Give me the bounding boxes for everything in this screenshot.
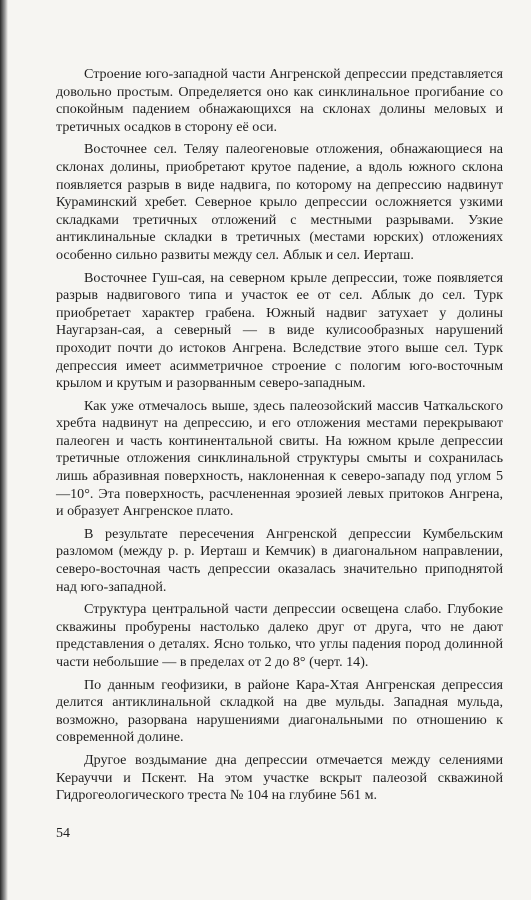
- paragraph-5: В результате пересечения Ангренской депрессии Кумбельским разломом (между р. р. Иерташ и Кемчик) в диагональном направлении, северо-восточная часть депрессии оказалась значительно приподнятой над юго-западной.: [56, 525, 503, 595]
- paragraph-6: Структура центральной части депрессии освещена слабо. Глубокие скважины пробурены настолько далеко друг от друга, что не дают представления о деталях. Ясно только, что углы падения пород долинной части небольшие — в пределах от 2 до 8° (черт. 14).: [56, 601, 503, 670]
- paragraph-2: Восточнее сел. Теляу палеогеновые отложения, обнажающиеся на склонах долины, приобретают крутое падение, а вдоль южного склона появляется разрыв в виде надвига, по которому на депрессию надвинут Кураминский хребет. Северное крыло депрессии осложняется узкими складками третичных отложений с местными разрывами. Узкие антиклинальные складки в третичных (местами юрских) отложениях особенно сильно развиты между сел. Аблык и сел. Иерташ.: [56, 141, 503, 263]
- paragraph-1: Строение юго-западной части Ангренской депрессии представляется довольно простым. Определяется оно как синклинальное прогибание со спокойным падением обнажающихся на склонах долины меловых и третичных осадков в сторону её оси.: [56, 66, 503, 135]
- paragraph-3: Восточнее Гуш-сая, на северном крыле депрессии, тоже появляется разрыв надвигового типа и участок ее от сел. Аблык до сел. Турк приобретает характер грабена. Южный надвиг затухает у долины Наугарзан-сая, а северный — в виде кулисообразных нарушений проходит почти до истоков Ангрена. Вследствие этого выше сел. Турк депрессия имеет асимметричное строение с пологим юго-восточным крылом и крутым и разорванным северо-западным.: [56, 269, 503, 392]
- paragraph-8: Другое воздымание дна депрессии отмечается между селениями Керауччи и Пскент. На этом участке вскрыт палеозой скважиной Гидрогеологического треста № 104 на глубине 561 м.: [56, 751, 503, 804]
- text-body: [56, 66, 503, 805]
- page-number: 54: [56, 826, 70, 841]
- paragraph-4: Как уже отмечалось выше, здесь палеозойский массив Чаткальского хребта надвинут на депрессию, и его отложения местами перекрывают палеоген и часть континентальной свиты. На южном крыле депрессии третичные отложения синклинальной структуры смыты и сохранилась лишь абразивная поверхность, наклоненная к северо-западу под углом 5—10°. Эта поверхность, расчлененная эрозией левых притоков Ангрена, и образует Ангренское плато.: [56, 397, 503, 520]
- paragraph-7: По данным геофизики, в районе Кара-Хтая Ангренская депрессия делится антиклинальной складкой на две мульды. Западная мульда, возможно, разорвана нарушениями диагональными по отношению к современной долине.: [56, 676, 503, 746]
